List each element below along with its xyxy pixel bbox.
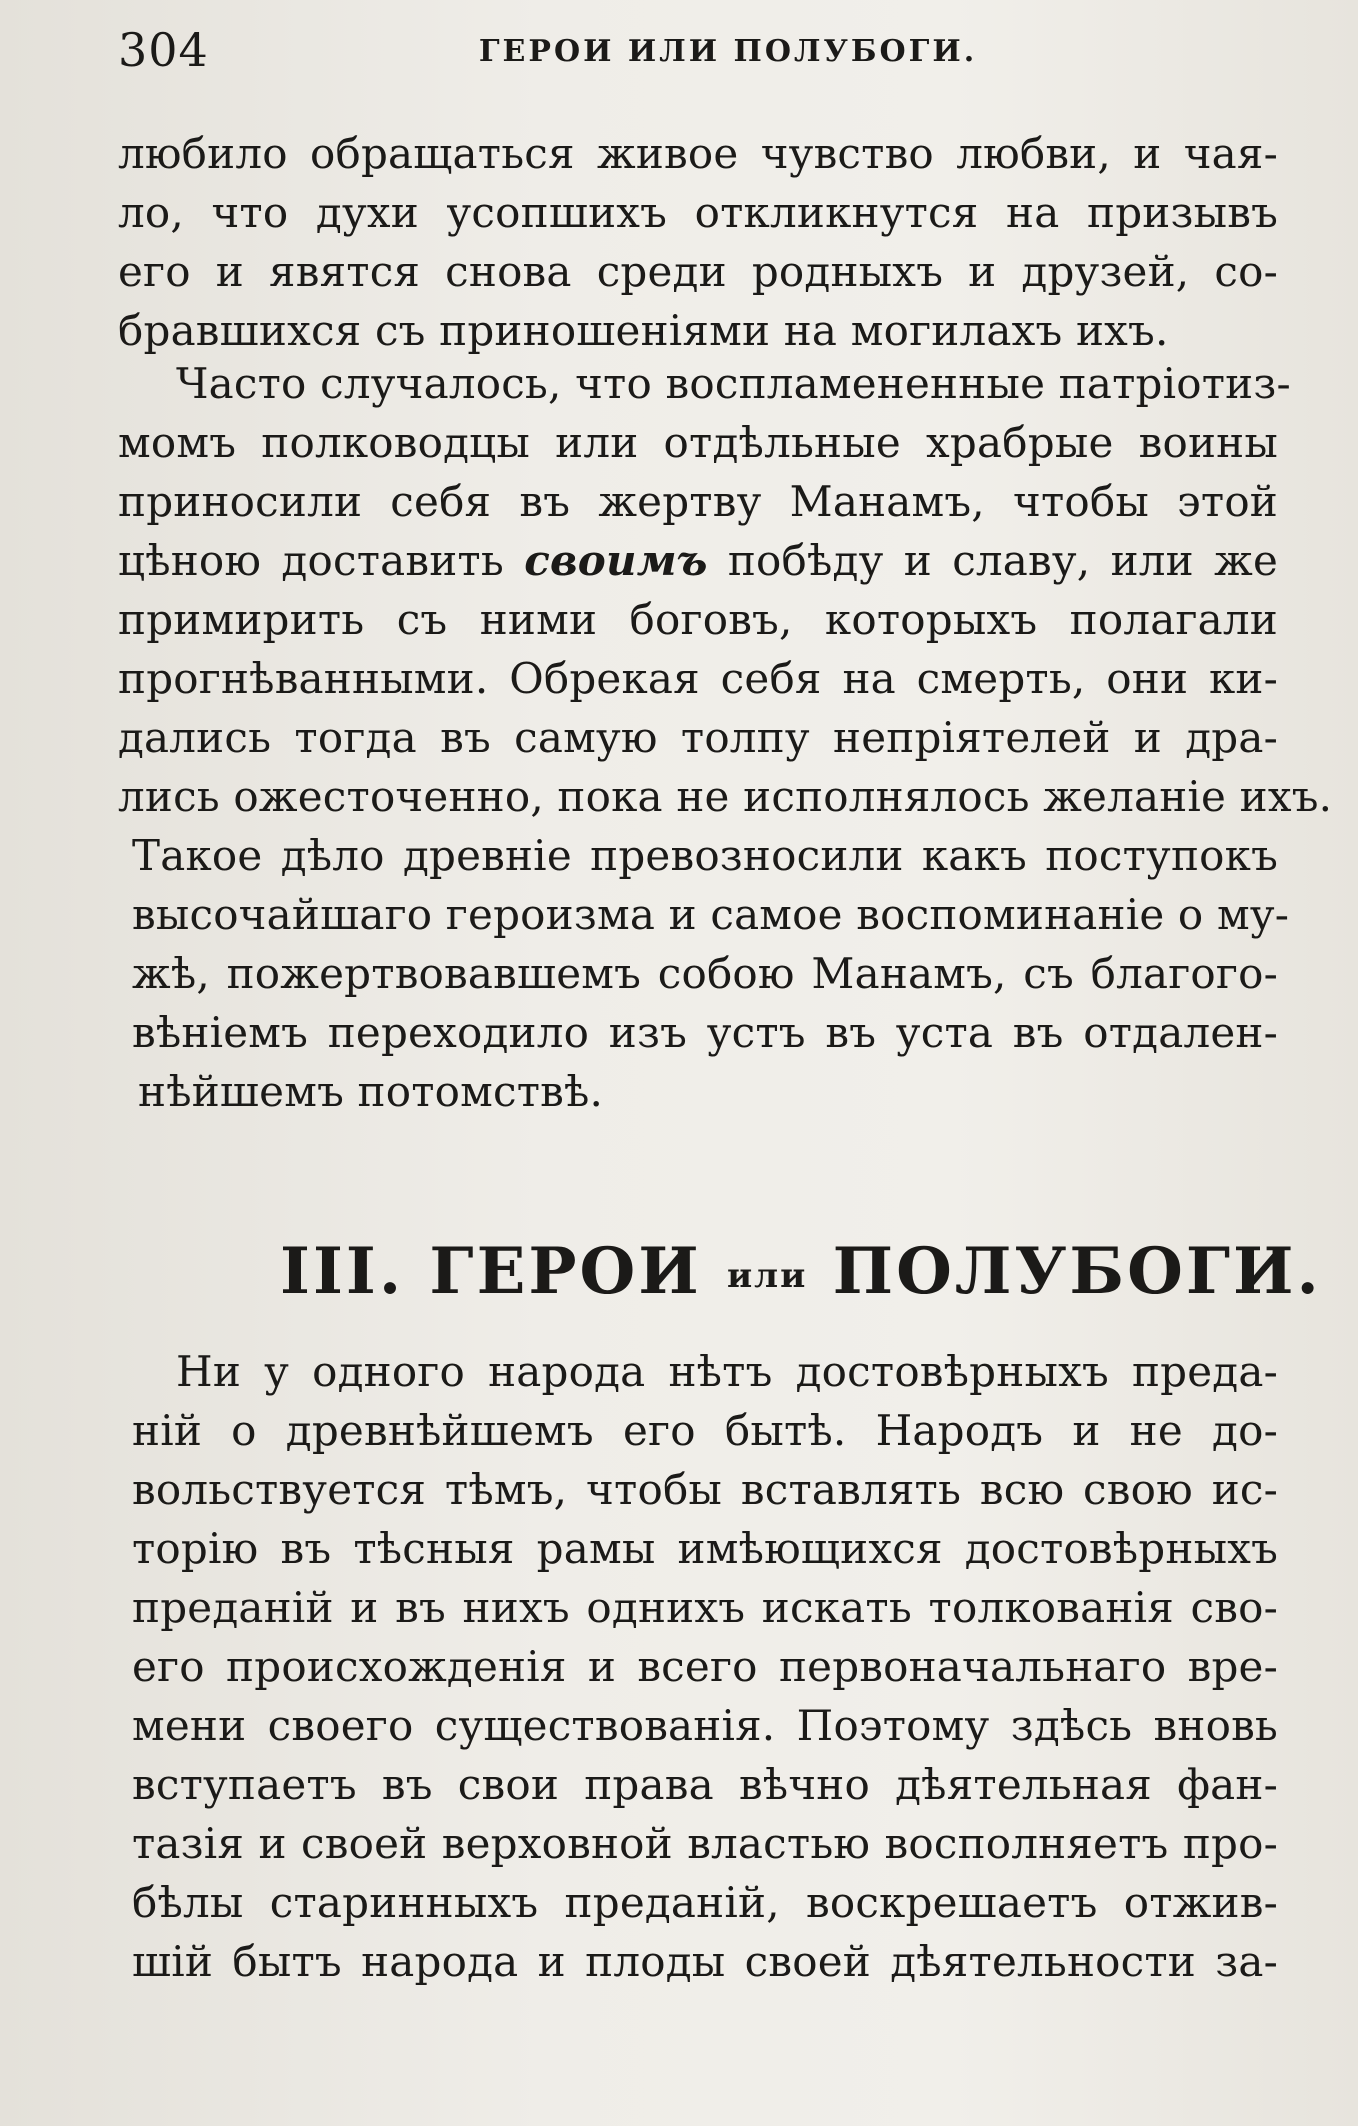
text-line: жѣ, пожертвовавшемъ собою Манамъ, съ благого-: [132, 949, 1278, 998]
text-line: шій бытъ народа и плоды своей дѣятельности за-: [132, 1937, 1278, 1986]
text-line: вѣніемъ переходило изъ устъ въ уста въ отдален-: [132, 1008, 1278, 1057]
running-title: ГЕРОИ ИЛИ ПОЛУБОГИ.: [478, 34, 978, 69]
text-line: ло, что духи усопшихъ откликнутся на призывъ: [118, 188, 1278, 237]
paragraph-manes: [118, 354, 1333, 1121]
text-segment: цѣною доставить: [118, 536, 504, 585]
emphasized-word: своимъ: [524, 536, 708, 585]
text-line: высочайшаго героизма и самое воспоминаніе о му-: [132, 890, 1290, 939]
text-line: бѣлы старинныхъ преданій, воскрешаетъ отжив-: [132, 1878, 1278, 1927]
text-line: мени своего существованія. Поэтому здѣсь вновь: [132, 1701, 1278, 1750]
text-line: прогнѣванными. Обрекая себя на смерть, они ки-: [118, 654, 1278, 703]
text-line: момъ полководцы или отдѣльные храбрые воины: [118, 418, 1278, 467]
section-number: III.: [280, 1234, 405, 1309]
text-line: нѣйшемъ потомствѣ.: [138, 1067, 604, 1116]
text-line: Часто случалось, что воспламененные патріотиз-: [176, 359, 1291, 408]
section-title-connector: или: [726, 1256, 808, 1296]
text-line: его и явятся снова среди родныхъ и друзей, со-: [118, 247, 1278, 296]
text-line: приносили себя въ жертву Манамъ, чтобы этой: [118, 477, 1278, 526]
text-line: Такое дѣло древніе превозносили какъ поступокъ: [132, 831, 1278, 880]
text-line: его происхожденія и всего первоначальнаго вре-: [132, 1642, 1278, 1691]
section-title-part: ГЕРОИ: [429, 1234, 702, 1309]
text-line: любило обращаться живое чувство любви, и чая-: [118, 129, 1278, 178]
section-title-part: ПОЛУБОГИ.: [832, 1234, 1322, 1309]
text-line: преданій и въ нихъ однихъ искать толкованія сво-: [132, 1583, 1278, 1632]
text-segment: побѣду и славу, или же: [727, 536, 1279, 585]
text-line: примирить съ ними боговъ, которыхъ полагали: [118, 595, 1278, 644]
text-line: ній о древнѣйшемъ его бытѣ. Народъ и не до-: [132, 1406, 1278, 1455]
running-header: [118, 18, 1278, 82]
text-line: вольствуется тѣмъ, чтобы вставлять всю свою ис-: [132, 1465, 1278, 1514]
page-number: 304: [118, 23, 209, 77]
paragraph-heroes: [118, 1342, 1278, 1991]
text-line: лись ожесточенно, пока не исполнялось желаніе ихъ.: [118, 772, 1333, 821]
text-line: бравшихся съ приношеніями на могилахъ ихъ.: [118, 306, 1169, 355]
section-heading: [280, 1232, 1322, 1316]
text-line: торію въ тѣсныя рамы имѣющихся достовѣрныхъ: [132, 1524, 1278, 1573]
paragraph-continuation: [118, 124, 1278, 360]
text-line: вступаетъ въ свои права вѣчно дѣятельная фан-: [132, 1760, 1278, 1809]
text-line: дались тогда въ самую толпу непріятелей и дра-: [118, 713, 1278, 762]
text-line: тазія и своей верховной властью восполняетъ про-: [132, 1819, 1278, 1868]
text-line-with-emphasis: [118, 531, 1278, 590]
text-line: Ни у одного народа нѣтъ достовѣрныхъ преда-: [176, 1347, 1278, 1396]
